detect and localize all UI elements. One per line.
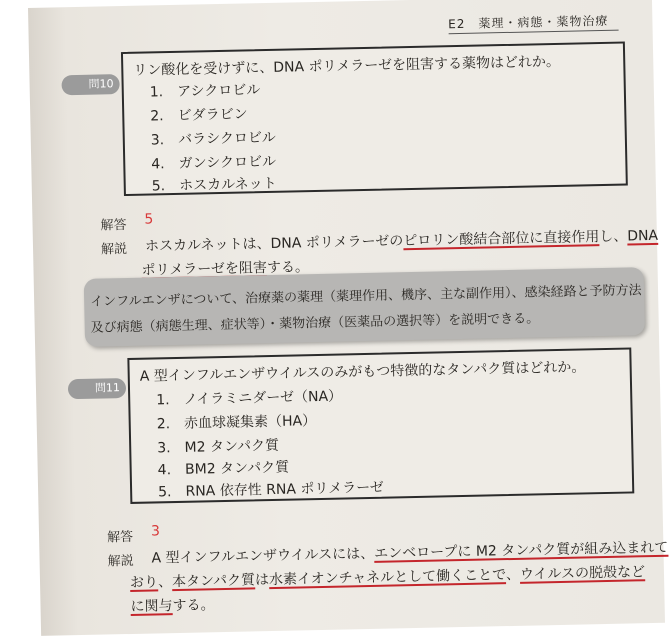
question-10-box xyxy=(121,42,628,197)
answer-11-key: 解答 xyxy=(106,529,134,546)
question-10-option-3: 3. バラシクロビル xyxy=(150,129,277,149)
question-11-option-1: 1. ノイラミニダーゼ（NA） xyxy=(156,388,343,409)
question-10-option-2: 2. ビダラビン xyxy=(150,106,248,125)
textbook-page xyxy=(28,0,669,636)
explanation-11-line-1: A 型インフルエンザウイルスには、エンベロープに M2 タンパク質が組み込まれて xyxy=(151,539,669,567)
question-11-option-3: 3. M2 タンパク質 xyxy=(157,437,280,457)
question-11-option-2: 2. 赤血球凝集素（HA） xyxy=(156,413,317,433)
objective-line-2: 及び病態（病態生理、症状等）・薬物治療（医薬品の選択等）を説明できる。 xyxy=(90,311,540,336)
page-header: E2 薬理・病態・薬物治療 xyxy=(448,13,609,32)
explanation-10-key: 解説 xyxy=(100,241,128,258)
question-10-option-1: 1. アシクロビル xyxy=(149,82,261,101)
objective-line-1: インフルエンザについて、治療薬の薬理（薬理作用、機序、主な副作用）、感染経路と予防方法 xyxy=(90,283,642,310)
explanation-10-line-2: ポリメラーゼを阻害する。 xyxy=(141,259,310,279)
question-11-option-4: 4. BM2 タンパク質 xyxy=(157,459,290,479)
explanation-11-key: 解説 xyxy=(107,553,134,570)
question-10-option-4: 4. ガンシクロビル xyxy=(151,153,277,173)
question-10-label: 問10 xyxy=(61,74,119,95)
question-10-option-5: 5. ホスカルネット xyxy=(151,175,277,195)
answer-11-value: 3 xyxy=(150,523,161,540)
question-11-text: A 型インフルエンザウイルスのみがもつ特徴的なタンパク質はどれか。 xyxy=(139,359,586,385)
question-11-box xyxy=(127,347,634,504)
answer-10-key: 解答 xyxy=(100,217,127,234)
answer-10-value: 5 xyxy=(144,211,154,228)
question-11-label: 問11 xyxy=(68,378,126,399)
explanation-11-line-3: に関与する。 xyxy=(130,597,215,615)
question-11-option-5: 5. RNA 依存性 RNA ポリメラーゼ xyxy=(158,479,384,501)
explanation-11-line-2: おり、本タンパク質は水素イオンチャネルとして働くことで、ウイルスの脱殻など xyxy=(129,564,646,591)
explanation-10-line-1: ホスカルネットは、DNA ポリメラーゼのピロリン酸結合部位に直接作用し、DNA xyxy=(144,227,659,255)
question-10-text: リン酸化を受けずに、DNA ポリメラーゼを阻害する薬物はどれか。 xyxy=(133,53,561,79)
